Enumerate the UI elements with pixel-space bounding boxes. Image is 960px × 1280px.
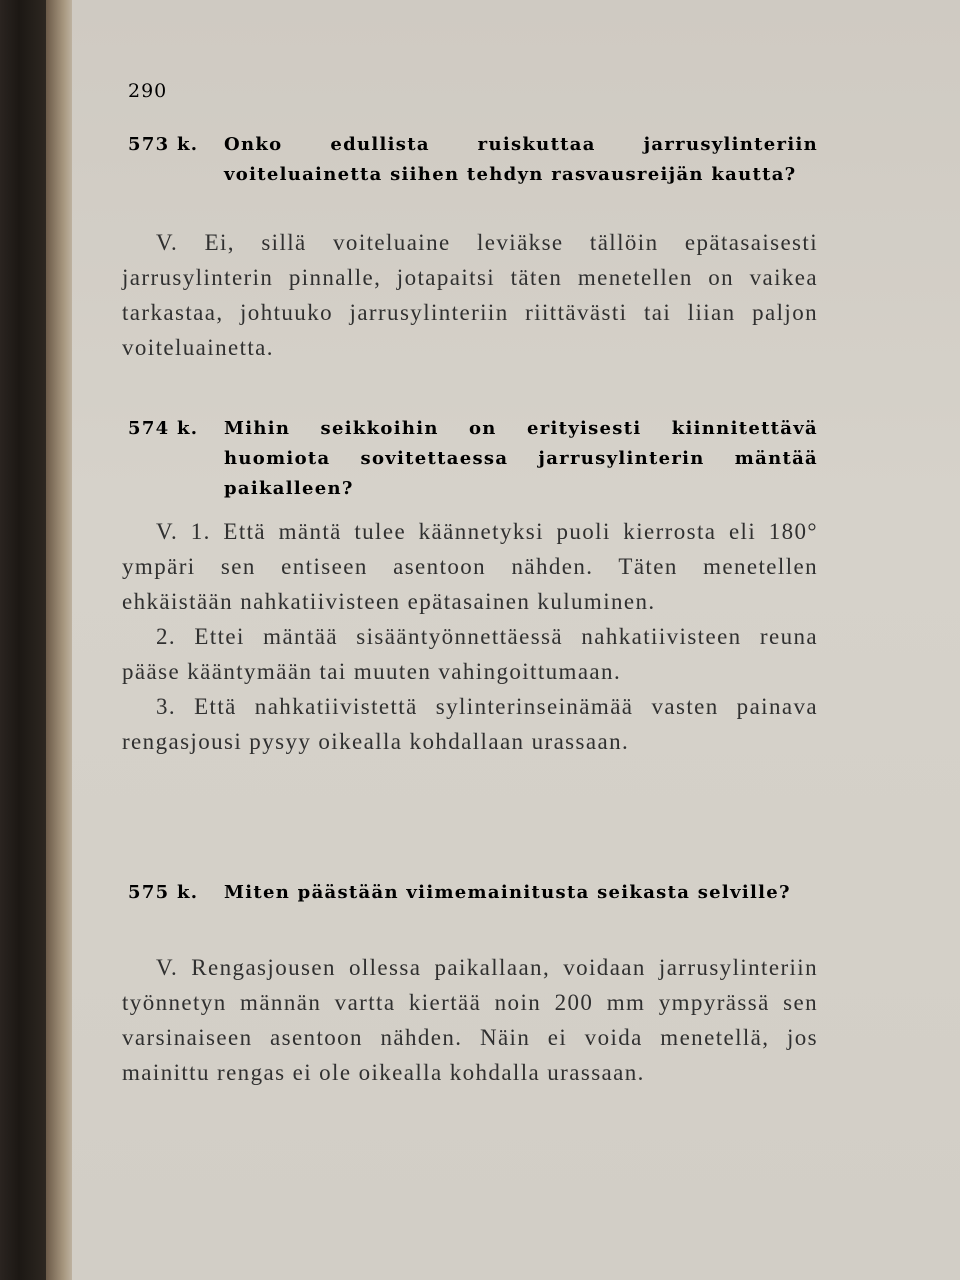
- book-spine: [0, 0, 48, 1280]
- answer-paragraph: 2. Ettei mäntää sisääntyönnettäessä nahkatiivisteen reuna pääse kääntymään tai muuten vahingoittumaan.: [122, 624, 818, 684]
- answer-574: [122, 514, 818, 759]
- question-text: Mihin seikkoihin on erityisesti kiinnitettävä huomiota sovitettaessa jarrusylinterin mäntää paikalleen?: [224, 418, 818, 499]
- question-label: 575 k.: [128, 882, 199, 903]
- question-574: [128, 414, 818, 504]
- question-label: 574 k.: [128, 418, 199, 439]
- answer-paragraph: V. Rengasjousen ollessa paikallaan, voidaan jarrusylinteriin työnnetyn männän vartta kiertää noin 200 mm ympyrässä sen varsinaiseen asentoon nähden. Näin ei voida menetellä, jos mainittu rengas ei ole oikealla kohdalla urassaan.: [122, 955, 818, 1085]
- answer-573: [122, 225, 818, 365]
- answer-paragraph: 3. Että nahkatiivistettä sylinterinseinämää vasten painava rengasjousi pysyy oikealla kohdallaan urassaan.: [122, 694, 818, 754]
- page-number: 290: [128, 80, 168, 102]
- answer-paragraph: V. Ei, sillä voiteluaine leviäkse tällöin epätasaisesti jarrusylinterin pinnalle, jotapaitsi täten menetellen on vaikea tarkastaa, johtuuko jarrusylinteriin riittävästi tai liian paljon voiteluainetta.: [122, 230, 818, 360]
- answer-575: [122, 950, 818, 1090]
- question-text: Onko edullista ruiskuttaa jarrusylinteriin voiteluainetta siihen tehdyn rasvausreijän kautta?: [224, 134, 818, 185]
- question-573: [128, 130, 818, 190]
- question-label: 573 k.: [128, 134, 199, 155]
- question-text: Miten päästään viimemainitusta seikasta selville?: [224, 882, 791, 903]
- answer-paragraph: V. 1. Että mäntä tulee käännetyksi puoli kierrosta eli 180° ympäri sen entiseen asentoon nähden. Täten menetellen ehkäistään nahkatiivisteen epätasainen kuluminen.: [122, 519, 818, 614]
- question-575: [128, 878, 818, 908]
